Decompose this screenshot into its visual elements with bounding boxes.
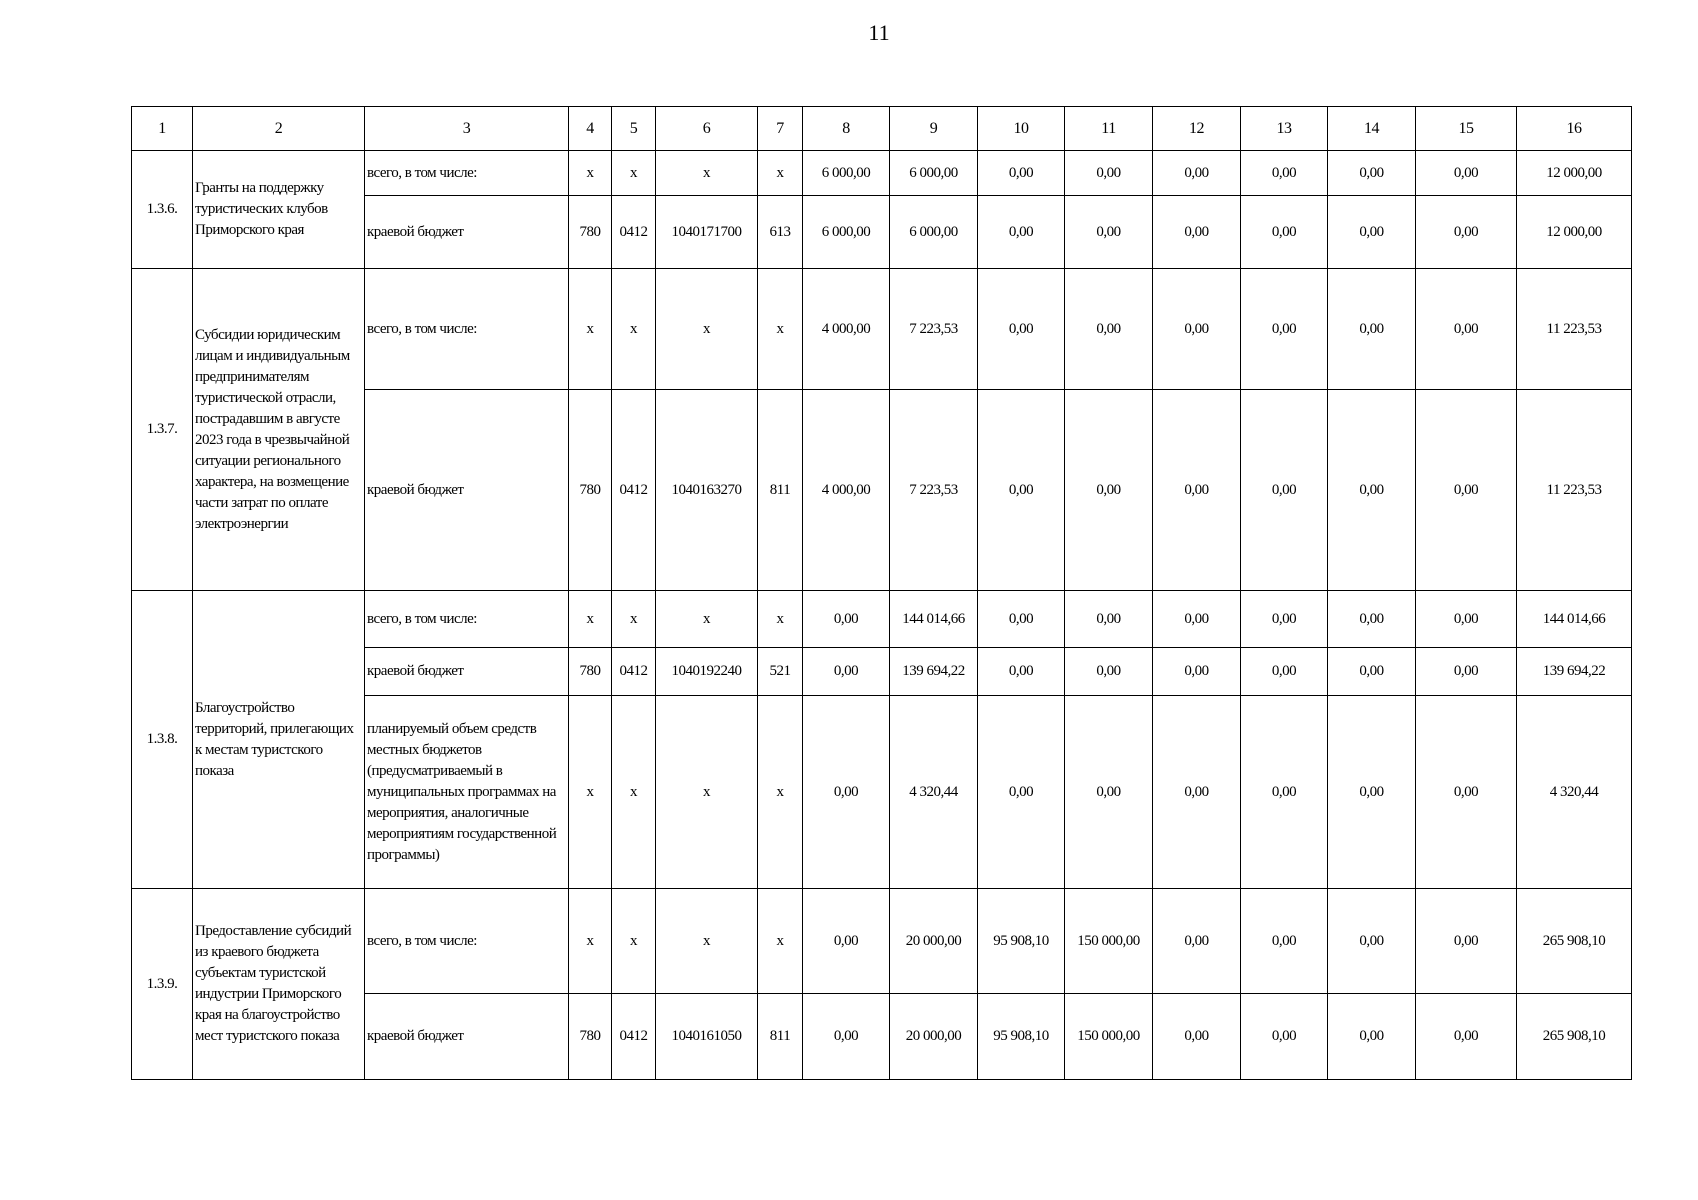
cell-col10: 0,00: [978, 390, 1065, 591]
cell-col10: 0,00: [978, 196, 1065, 269]
cell-col12: 0,00: [1153, 151, 1241, 196]
cell-col6: х: [656, 889, 758, 994]
cell-col15: 0,00: [1416, 196, 1517, 269]
cell-col15: 0,00: [1416, 591, 1517, 648]
header-cell: 3: [365, 107, 569, 151]
cell-col12: 0,00: [1153, 269, 1241, 390]
cell-col14: 0,00: [1328, 390, 1416, 591]
cell-col7: х: [758, 269, 803, 390]
cell-col15: 0,00: [1416, 994, 1517, 1080]
cell-col10: 0,00: [978, 151, 1065, 196]
header-row: [132, 107, 1632, 151]
cell-col7: 521: [758, 648, 803, 696]
cell-col16: 139 694,22: [1517, 648, 1632, 696]
cell-col11: 0,00: [1065, 390, 1153, 591]
cell-col12: 0,00: [1153, 591, 1241, 648]
cell-col15: 0,00: [1416, 151, 1517, 196]
cell-col16: 4 320,44: [1517, 696, 1632, 889]
cell-col5: х: [612, 696, 656, 889]
table-row: [132, 269, 1632, 390]
cell-col12: 0,00: [1153, 648, 1241, 696]
header-cell: 13: [1241, 107, 1328, 151]
funding-source: краевой бюджет: [365, 994, 569, 1080]
cell-col6: х: [656, 591, 758, 648]
cell-col6: 1040171700: [656, 196, 758, 269]
header-cell: 15: [1416, 107, 1517, 151]
header-cell: 4: [569, 107, 612, 151]
cell-col13: 0,00: [1241, 648, 1328, 696]
cell-col12: 0,00: [1153, 994, 1241, 1080]
cell-col4: х: [569, 889, 612, 994]
cell-col14: 0,00: [1328, 269, 1416, 390]
cell-col11: 0,00: [1065, 269, 1153, 390]
header-cell: 5: [612, 107, 656, 151]
cell-col14: 0,00: [1328, 151, 1416, 196]
cell-col16: 12 000,00: [1517, 151, 1632, 196]
cell-col6: 1040161050: [656, 994, 758, 1080]
cell-col8: 6 000,00: [803, 196, 890, 269]
cell-col8: 0,00: [803, 591, 890, 648]
budget-table: [131, 106, 1632, 1080]
funding-source: планируемый объем средств местных бюджетов (предусматриваемый в муниципальных программах на мероприятия, аналогичные мероприятиям государственной программы): [365, 696, 569, 889]
cell-col5: 0412: [612, 648, 656, 696]
table-row: [132, 151, 1632, 196]
cell-col13: 0,00: [1241, 196, 1328, 269]
cell-col12: 0,00: [1153, 889, 1241, 994]
table-row: [132, 889, 1632, 994]
cell-col9: 139 694,22: [890, 648, 978, 696]
cell-col9: 6 000,00: [890, 151, 978, 196]
header-cell: 10: [978, 107, 1065, 151]
header-cell: 2: [193, 107, 365, 151]
cell-col11: 0,00: [1065, 151, 1153, 196]
item-name: Гранты на поддержку туристических клубов Приморского края: [193, 151, 365, 269]
header-cell: 14: [1328, 107, 1416, 151]
cell-col11: 0,00: [1065, 591, 1153, 648]
cell-col9: 20 000,00: [890, 994, 978, 1080]
cell-col5: х: [612, 269, 656, 390]
cell-col15: 0,00: [1416, 696, 1517, 889]
cell-col16: 11 223,53: [1517, 269, 1632, 390]
cell-col5: 0412: [612, 196, 656, 269]
item-number: 1.3.7.: [132, 269, 193, 591]
cell-col7: 613: [758, 196, 803, 269]
cell-col5: х: [612, 591, 656, 648]
cell-col9: 6 000,00: [890, 196, 978, 269]
cell-col13: 0,00: [1241, 151, 1328, 196]
cell-col10: 0,00: [978, 696, 1065, 889]
cell-col11: 0,00: [1065, 648, 1153, 696]
cell-col7: 811: [758, 994, 803, 1080]
cell-col11: 150 000,00: [1065, 889, 1153, 994]
cell-col16: 12 000,00: [1517, 196, 1632, 269]
cell-col8: 4 000,00: [803, 390, 890, 591]
cell-col10: 95 908,10: [978, 889, 1065, 994]
cell-col5: х: [612, 889, 656, 994]
cell-col7: х: [758, 696, 803, 889]
cell-col9: 7 223,53: [890, 390, 978, 591]
cell-col4: х: [569, 151, 612, 196]
cell-col12: 0,00: [1153, 696, 1241, 889]
cell-col10: 0,00: [978, 269, 1065, 390]
header-cell: 1: [132, 107, 193, 151]
cell-col8: 0,00: [803, 648, 890, 696]
header-cell: 6: [656, 107, 758, 151]
cell-col10: 0,00: [978, 648, 1065, 696]
cell-col14: 0,00: [1328, 696, 1416, 889]
cell-col6: х: [656, 696, 758, 889]
cell-col14: 0,00: [1328, 648, 1416, 696]
cell-col10: 95 908,10: [978, 994, 1065, 1080]
item-number: 1.3.9.: [132, 889, 193, 1080]
funding-source: всего, в том числе:: [365, 591, 569, 648]
cell-col13: 0,00: [1241, 269, 1328, 390]
cell-col11: 0,00: [1065, 696, 1153, 889]
cell-col7: х: [758, 151, 803, 196]
item-number: 1.3.6.: [132, 151, 193, 269]
cell-col11: 150 000,00: [1065, 994, 1153, 1080]
cell-col5: 0412: [612, 390, 656, 591]
cell-col8: 6 000,00: [803, 151, 890, 196]
funding-source: краевой бюджет: [365, 648, 569, 696]
cell-col11: 0,00: [1065, 196, 1153, 269]
cell-col13: 0,00: [1241, 889, 1328, 994]
cell-col4: 780: [569, 390, 612, 591]
cell-col13: 0,00: [1241, 696, 1328, 889]
cell-col13: 0,00: [1241, 390, 1328, 591]
cell-col4: 780: [569, 994, 612, 1080]
cell-col14: 0,00: [1328, 196, 1416, 269]
cell-col4: х: [569, 591, 612, 648]
page-number: 11: [868, 20, 890, 45]
cell-col12: 0,00: [1153, 390, 1241, 591]
cell-col6: х: [656, 151, 758, 196]
cell-col14: 0,00: [1328, 994, 1416, 1080]
cell-col4: х: [569, 269, 612, 390]
cell-col5: 0412: [612, 994, 656, 1080]
header-cell: 16: [1517, 107, 1632, 151]
cell-col16: 11 223,53: [1517, 390, 1632, 591]
cell-col6: х: [656, 269, 758, 390]
cell-col4: 780: [569, 648, 612, 696]
cell-col15: 0,00: [1416, 390, 1517, 591]
cell-col9: 144 014,66: [890, 591, 978, 648]
cell-col13: 0,00: [1241, 591, 1328, 648]
cell-col4: 780: [569, 196, 612, 269]
cell-col8: 4 000,00: [803, 269, 890, 390]
item-name: Субсидии юридическим лицам и индивидуальным предпринимателям туристической отрасли, пострадавшим в августе 2023 года в чрезвычайной ситуации регионального характера, на возмещение части затрат по оплате электроэнергии: [193, 269, 365, 591]
cell-col4: х: [569, 696, 612, 889]
cell-col15: 0,00: [1416, 269, 1517, 390]
funding-source: всего, в том числе:: [365, 151, 569, 196]
cell-col8: 0,00: [803, 696, 890, 889]
header-cell: 8: [803, 107, 890, 151]
item-name: Благоустройство территорий, прилегающих к местам туристского показа: [193, 591, 365, 889]
cell-col5: х: [612, 151, 656, 196]
cell-col6: 1040163270: [656, 390, 758, 591]
cell-col6: 1040192240: [656, 648, 758, 696]
cell-col16: 144 014,66: [1517, 591, 1632, 648]
cell-col10: 0,00: [978, 591, 1065, 648]
cell-col13: 0,00: [1241, 994, 1328, 1080]
funding-source: всего, в том числе:: [365, 269, 569, 390]
item-name: Предоставление субсидий из краевого бюджета субъектам туристской индустрии Приморского края на благоустройство мест туристского показа: [193, 889, 365, 1080]
header-cell: 9: [890, 107, 978, 151]
cell-col16: 265 908,10: [1517, 994, 1632, 1080]
table-row: [132, 591, 1632, 648]
cell-col8: 0,00: [803, 994, 890, 1080]
cell-col14: 0,00: [1328, 591, 1416, 648]
cell-col9: 4 320,44: [890, 696, 978, 889]
cell-col12: 0,00: [1153, 196, 1241, 269]
funding-source: краевой бюджет: [365, 390, 569, 591]
cell-col9: 20 000,00: [890, 889, 978, 994]
header-cell: 7: [758, 107, 803, 151]
cell-col7: х: [758, 889, 803, 994]
header-cell: 11: [1065, 107, 1153, 151]
funding-source: краевой бюджет: [365, 196, 569, 269]
funding-source: всего, в том числе:: [365, 889, 569, 994]
header-cell: 12: [1153, 107, 1241, 151]
cell-col15: 0,00: [1416, 889, 1517, 994]
cell-col8: 0,00: [803, 889, 890, 994]
item-number: 1.3.8.: [132, 591, 193, 889]
cell-col7: х: [758, 591, 803, 648]
cell-col7: 811: [758, 390, 803, 591]
cell-col15: 0,00: [1416, 648, 1517, 696]
cell-col14: 0,00: [1328, 889, 1416, 994]
cell-col16: 265 908,10: [1517, 889, 1632, 994]
cell-col9: 7 223,53: [890, 269, 978, 390]
